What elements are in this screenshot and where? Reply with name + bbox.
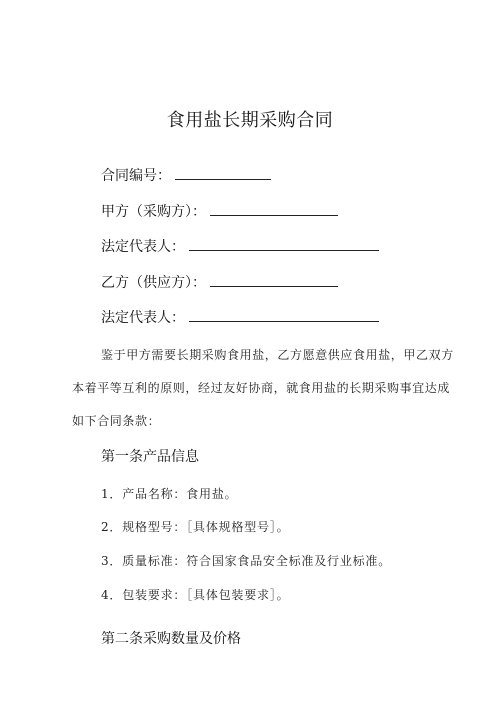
intro-line-1: 鉴于甲方需要长期采购食用盐，乙方愿意供应食用盐，甲乙双方 <box>101 348 454 362</box>
party-a-representative-field <box>101 236 379 256</box>
party-a-field <box>101 201 338 221</box>
party-a-representative-label: 法定代表人： <box>101 239 185 255</box>
section-2-heading: 第二条采购数量及价格 <box>101 631 241 647</box>
section-1-heading: 第一条产品信息 <box>101 449 199 465</box>
section-1-item-2: 2．规格型号：［具体规格型号］。 <box>101 520 290 534</box>
party-b-label: 乙方（供应方）： <box>101 275 206 291</box>
party-a-blank <box>210 201 338 216</box>
contract-number-label: 合同编号： <box>101 168 171 184</box>
party-b-field <box>101 272 338 292</box>
section-1-item-4: 4．包装要求：［具体包装要求］。 <box>101 588 290 602</box>
document-title: 食用盐长期采购合同 <box>166 110 334 131</box>
contract-number-blank <box>175 165 271 180</box>
party-b-representative-blank <box>189 307 379 322</box>
contract-number-field <box>101 165 271 185</box>
intro-line-2: 本着平等互利的原则，经过友好协商，就食用盐的长期采购事宜达成 <box>72 381 451 395</box>
intro-line-3: 如下合同条款： <box>72 414 161 428</box>
party-a-representative-blank <box>189 236 379 251</box>
section-1-item-3: 3．质量标准：符合国家食品安全标准及行业标准。 <box>101 554 392 568</box>
party-b-blank <box>210 272 338 287</box>
party-b-representative-label: 法定代表人： <box>101 310 185 326</box>
section-1-item-1: 1．产品名称：食用盐。 <box>101 487 238 501</box>
party-a-label: 甲方（采购方）： <box>101 204 206 220</box>
party-b-representative-field <box>101 307 379 327</box>
